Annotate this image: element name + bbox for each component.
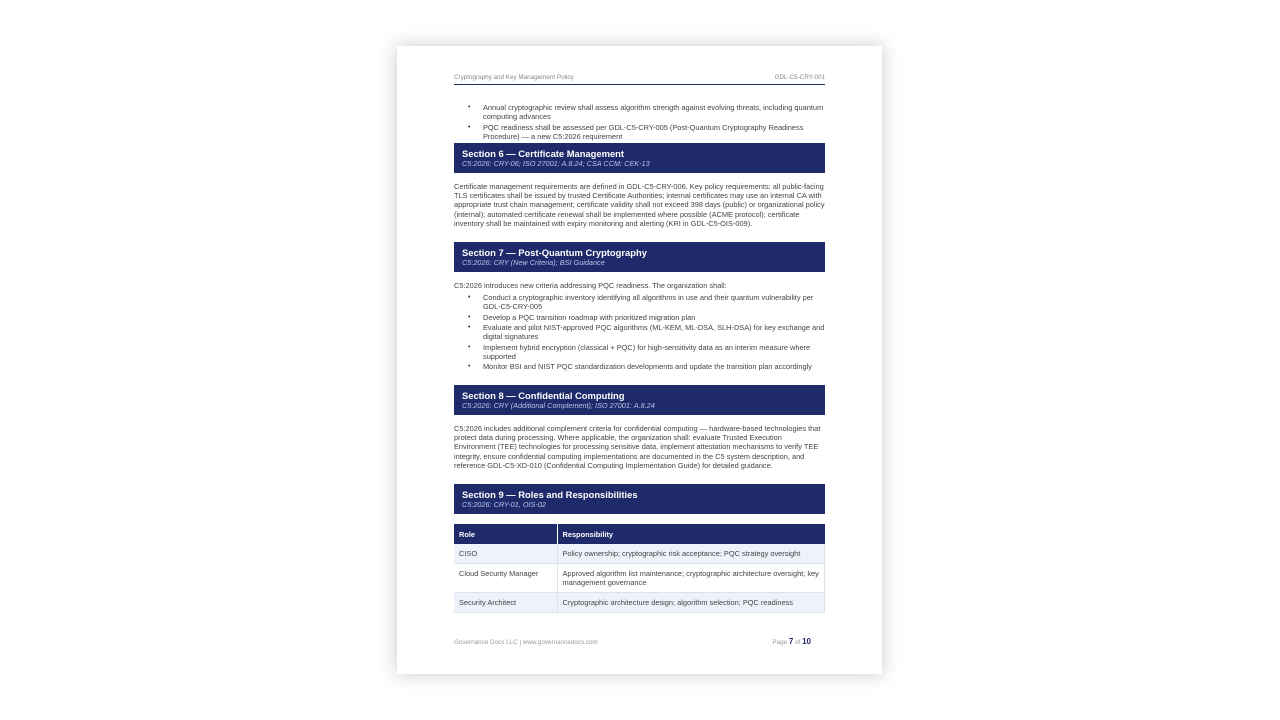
table-row [454,564,825,593]
section-6-subtitle: C5:2026: CRY-06; ISO 27001: A.8.24; CSA CCM: CEK-13 [462,159,650,168]
footer-company: Governance Docs LLC | www.governancedocs.com [454,639,598,646]
page-number [772,637,825,646]
header-document-title: Cryptography and Key Management Policy [454,74,574,81]
table-row [454,593,825,613]
section-6-banner [454,143,825,173]
section-7-bullet-list [454,293,825,371]
list-item: • Annual cryptographic review shall assess algorithm strength against evolving threats, including quantum computing advances [468,103,825,121]
list-item: • Evaluate and pilot NIST-approved PQC algorithms (ML-KEM, ML-DSA, SLH-DSA) for key exchange and digital signatures [468,323,825,341]
section-8 [454,385,825,415]
list-item: • Conduct a cryptographic inventory identifying all algorithms in use and their quantum vulnerability per GDL-C5-CRY-005 [468,293,825,311]
section-7-subtitle: C5:2026: CRY (New Criteria); BSI Guidance [462,258,605,267]
list-item: • Develop a PQC transition roadmap with prioritized migration plan [468,313,825,322]
section-9-subtitle: C5:2026: CRY-01, OIS-02 [462,500,546,509]
section-7 [454,242,825,272]
page-footer [454,637,825,646]
table-header-row [454,524,825,544]
section-6-body: Certificate management requirements are defined in GDL-C5-CRY-006. Key policy requirements: all public-facing TLS certificates shall be issued by trusted Certificate Authorities; internal certificates may use an internal CA with appropriate trust chain management; certificate validity shall not exceed 398 days (public) or organizational policy (internal); automated certificate renewal shall be implemented where possible (ACME protocol); certificate inventory shall be maintained with expiry monitoring and alerting (KRI in GDL-C5-OIS-009). [454,182,825,228]
table-cell-role: CISO [454,544,557,564]
roles-table [454,524,825,613]
list-item: • PQC readiness shall be assessed per GDL-C5-CRY-005 (Post-Quantum Cryptography Readiness Procedure) — a new C5:2026 requirement [468,123,825,141]
table-cell-responsibility: Policy ownership; cryptographic risk acceptance; PQC strategy oversight [557,544,825,564]
list-item: • Monitor BSI and NIST PQC standardization developments and update the transition plan accordingly [468,362,825,371]
page-label: Page [772,639,788,646]
section-8-banner [454,385,825,415]
page-current: 7 [788,637,794,646]
section-6 [454,143,825,173]
section-8-body: C5:2026 includes additional complement criteria for confidential computing — hardware-based technologies that protect data during processing. Where applicable, the organization shall: evaluate Trusted Execution Environment (TEE) technologies for processing sensitive data, implement attestation mechanisms to verify TEE integrity, ensure confidential computing implementations are documented in the C5 system description, and reference GDL-C5-XD-010 (Confidential Computing Implementation Guide) for detailed guidance. [454,424,821,470]
table-header-role: Role [454,524,557,544]
table-row [454,544,825,564]
table-cell-responsibility: Approved algorithm list maintenance; cryptographic architecture oversight; key management governance [557,564,825,593]
page-total: 10 [802,637,811,646]
section-7-banner [454,242,825,272]
document-page [397,46,882,674]
top-bullet-list [454,103,825,141]
section-6-title: Section 6 — Certificate Management [462,148,625,159]
table-cell-role: Security Architect [454,593,557,613]
list-item: • Implement hybrid encryption (classical + PQC) for high-sensitivity data as an interim measure where supported [468,343,825,361]
table-cell-responsibility: Cryptographic architecture design; algorithm selection; PQC readiness [557,593,825,613]
page-header [454,74,825,85]
section-9 [454,484,825,514]
top-bullet-list-container [454,103,825,142]
table-cell-role: Cloud Security Manager [454,564,557,593]
roles-table-container [454,524,825,613]
section-8-subtitle: C5:2026: CRY (Additional Complement); ISO 27001: A.8.24 [462,401,655,410]
section-8-title: Section 8 — Confidential Computing [462,390,625,401]
table-header-responsibility: Responsibility [557,524,825,544]
section-9-title: Section 9 — Roles and Responsibilities [462,489,638,500]
page-of: of [795,639,801,646]
section-7-title: Section 7 — Post-Quantum Cryptography [462,247,647,258]
section-9-banner [454,484,825,514]
section-7-intro: C5:2026 introduces new criteria addressing PQC readiness. The organization shall: [454,281,727,290]
header-document-id: GDL-C5-CRY-001 [774,74,825,81]
